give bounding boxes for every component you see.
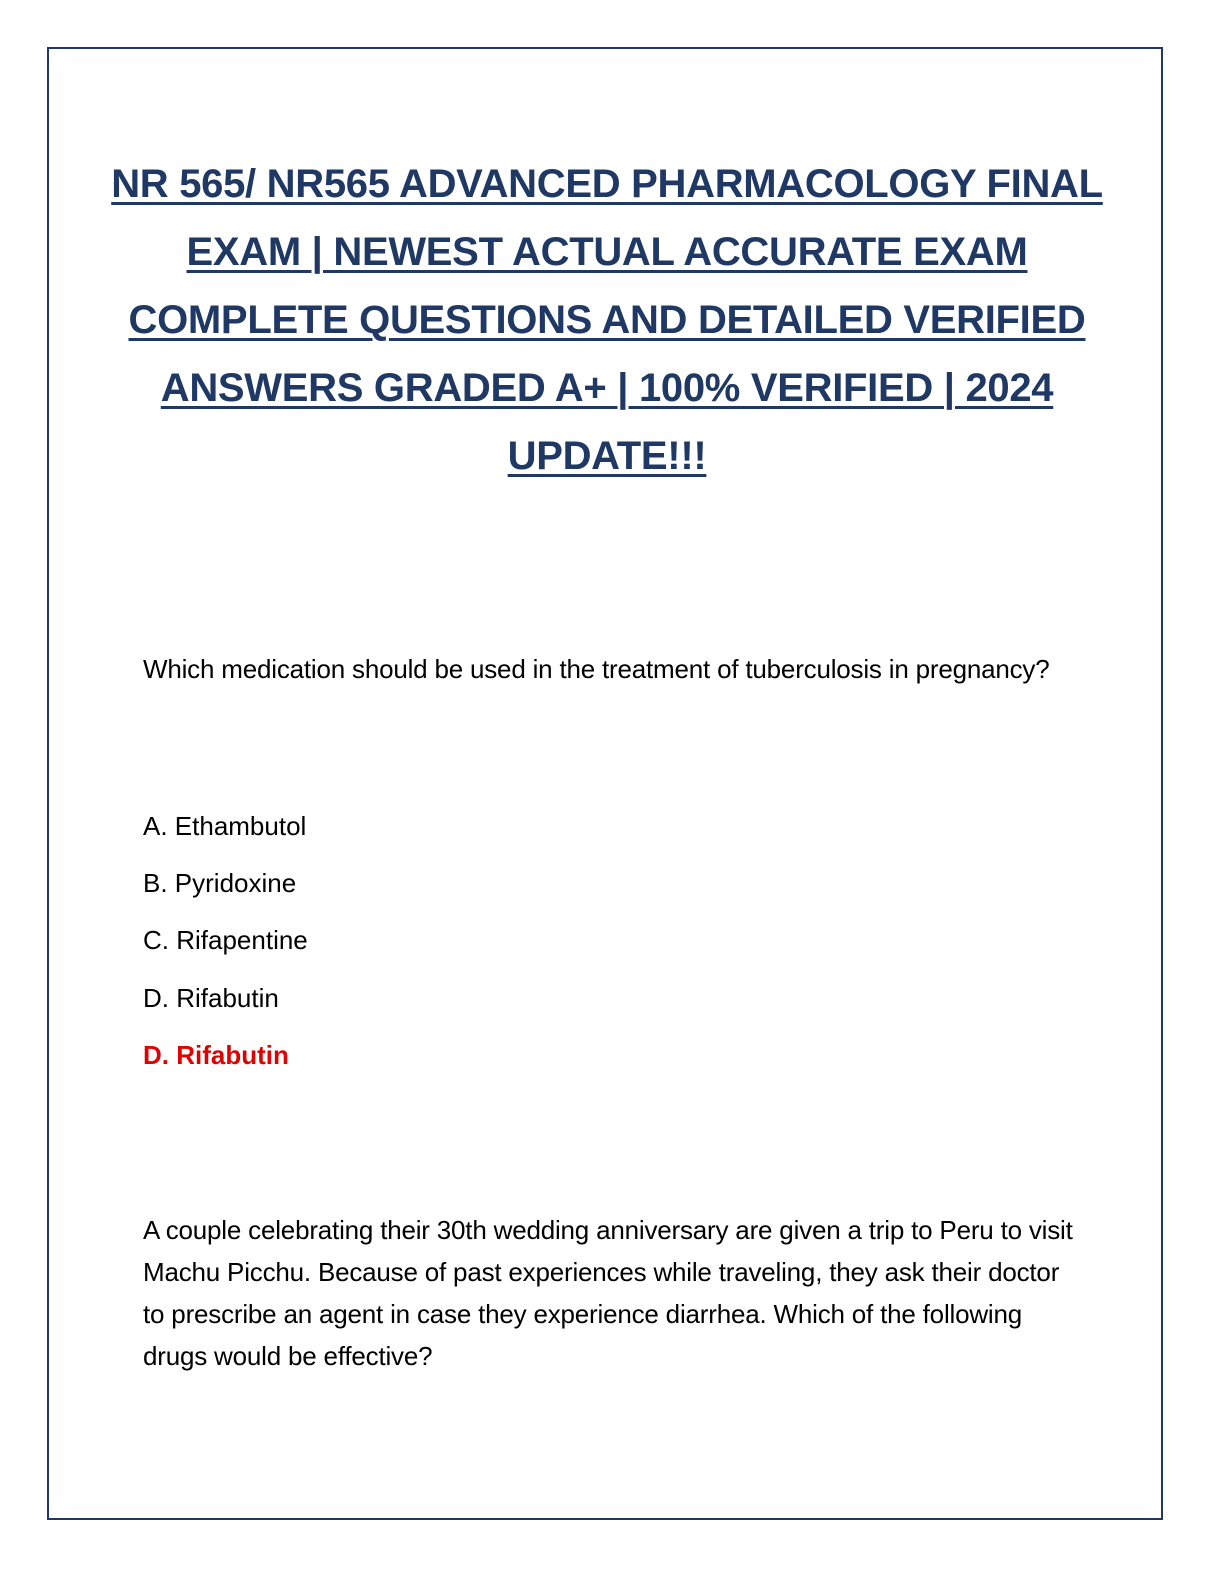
question-1-text: Which medication should be used in the treatment of tuberculosis in pregnancy? (143, 654, 1050, 684)
document-title-text: NR 565/ NR565 ADVANCED PHARMACOLOGY FINAL EXAM | NEWEST ACTUAL ACCURATE EXAM COMPLETE QUESTIONS AND DETAILED VERIFIED ANSWERS GRADED A+ | 100% VERIFIED | 2024 UPDATE!!! (111, 162, 1103, 478)
question-1-option-a: A. Ethambutol (143, 811, 307, 841)
question-1-option-b: B. Pyridoxine (143, 868, 297, 898)
document-title (100, 150, 1114, 490)
question-1-option-d: D. Rifabutin (143, 983, 279, 1013)
question-1-option-c: C. Rifapentine (143, 925, 308, 955)
question-1-answer: D. Rifabutin (143, 1040, 289, 1070)
question-2-text: A couple celebrating their 30th wedding anniversary are given a trip to Peru to visit Machu Picchu. Because of past experiences while traveling, they ask their doctor to prescribe an agent in case they experience diarrhea. Which of the following drugs would be effective? (143, 1215, 1073, 1371)
